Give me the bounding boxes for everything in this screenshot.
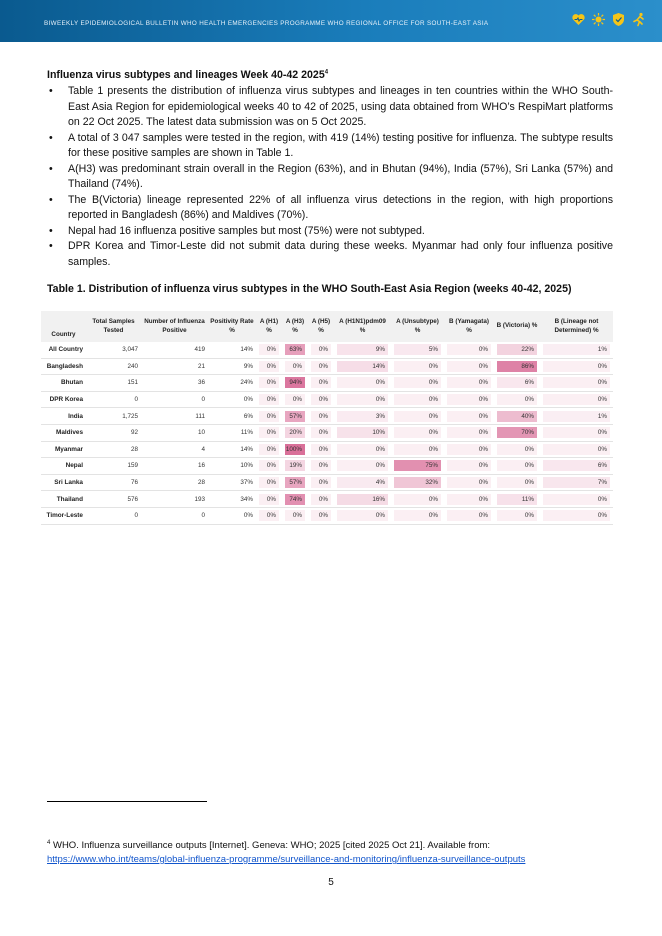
percent-value: 22% bbox=[497, 344, 537, 355]
percent-value: 0% bbox=[311, 494, 331, 505]
percent-value: 20% bbox=[285, 427, 305, 438]
table-cell: 6% bbox=[208, 408, 256, 425]
percent-value: 0% bbox=[447, 361, 491, 372]
footnote-divider bbox=[47, 801, 207, 802]
bullet-text: Nepal had 16 influenza positive samples but most (75%) were not subtyped. bbox=[68, 224, 425, 237]
running-person-icon bbox=[631, 12, 646, 27]
percent-cell bbox=[444, 358, 494, 375]
percent-cell bbox=[540, 358, 613, 375]
percent-cell bbox=[391, 458, 444, 475]
country-cell: Sri Lanka bbox=[41, 474, 86, 491]
influenza-subtype-table bbox=[41, 311, 613, 525]
percent-cell bbox=[256, 358, 282, 375]
percent-value: 0% bbox=[337, 460, 388, 471]
footnote bbox=[47, 836, 525, 867]
table-row bbox=[41, 358, 613, 375]
table-cell: 10 bbox=[141, 424, 208, 441]
table-row bbox=[41, 441, 613, 458]
percent-cell bbox=[256, 375, 282, 392]
country-cell: India bbox=[41, 408, 86, 425]
table-row bbox=[41, 342, 613, 358]
percent-cell bbox=[444, 391, 494, 408]
percent-value: 5% bbox=[394, 344, 441, 355]
percent-cell bbox=[256, 342, 282, 358]
percent-cell bbox=[282, 342, 308, 358]
percent-value: 0% bbox=[337, 444, 388, 455]
percent-value: 0% bbox=[337, 510, 388, 521]
percent-value: 0% bbox=[543, 494, 610, 505]
country-cell: All Country bbox=[41, 342, 86, 358]
percent-value: 0% bbox=[447, 344, 491, 355]
table-row bbox=[41, 474, 613, 491]
percent-cell bbox=[391, 424, 444, 441]
table-cell: 111 bbox=[141, 408, 208, 425]
percent-value: 0% bbox=[394, 377, 441, 388]
banner-title: BIWEEKLY EPIDEMIOLOGICAL BULLETIN WHO HEALTH EMERGENCIES PROGRAMME WHO REGIONAL OFFICE FOR SOUTH-EAST ASIA bbox=[44, 20, 489, 27]
percent-cell bbox=[282, 507, 308, 524]
percent-cell bbox=[494, 342, 540, 358]
percent-cell bbox=[334, 375, 391, 392]
percent-cell bbox=[494, 441, 540, 458]
percent-value: 0% bbox=[543, 394, 610, 405]
percent-cell bbox=[308, 441, 334, 458]
percent-cell bbox=[334, 474, 391, 491]
percent-cell bbox=[334, 441, 391, 458]
percent-value: 0% bbox=[497, 444, 537, 455]
column-header: B (Yamagata) % bbox=[444, 311, 494, 342]
percent-cell bbox=[391, 391, 444, 408]
percent-cell bbox=[256, 391, 282, 408]
percent-value: 9% bbox=[337, 344, 388, 355]
percent-value: 0% bbox=[259, 444, 279, 455]
bullet-item bbox=[47, 131, 613, 162]
percent-cell bbox=[391, 408, 444, 425]
country-cell: Thailand bbox=[41, 491, 86, 508]
percent-cell bbox=[282, 391, 308, 408]
percent-value: 0% bbox=[259, 394, 279, 405]
banner-icons bbox=[571, 12, 646, 27]
shield-icon bbox=[611, 12, 626, 27]
country-cell: Myanmar bbox=[41, 441, 86, 458]
percent-cell bbox=[334, 408, 391, 425]
percent-value: 0% bbox=[311, 460, 331, 471]
percent-value: 19% bbox=[285, 460, 305, 471]
table-cell: 419 bbox=[141, 342, 208, 358]
percent-value: 0% bbox=[285, 394, 305, 405]
percent-value: 0% bbox=[259, 510, 279, 521]
percent-cell bbox=[334, 507, 391, 524]
percent-cell bbox=[540, 408, 613, 425]
page-number: 5 bbox=[328, 877, 334, 888]
bullet-item bbox=[47, 193, 613, 224]
bullet-item bbox=[47, 239, 613, 270]
percent-cell bbox=[256, 424, 282, 441]
percent-value: 0% bbox=[497, 394, 537, 405]
percent-cell bbox=[444, 458, 494, 475]
percent-value: 0% bbox=[543, 427, 610, 438]
percent-value: 32% bbox=[394, 477, 441, 488]
percent-value: 0% bbox=[447, 477, 491, 488]
percent-cell bbox=[308, 358, 334, 375]
percent-value: 11% bbox=[497, 494, 537, 505]
bullet-icon: • bbox=[49, 240, 53, 252]
column-header: Country bbox=[41, 311, 86, 342]
table-cell: 37% bbox=[208, 474, 256, 491]
percent-cell bbox=[494, 391, 540, 408]
table-header-row bbox=[41, 311, 613, 342]
percent-value: 0% bbox=[285, 361, 305, 372]
table-title: Table 1. Distribution of influenza virus subtypes in the WHO South-East Asia Region (weeks 40-42, 2025) bbox=[47, 283, 572, 295]
percent-value: 0% bbox=[259, 377, 279, 388]
percent-cell bbox=[282, 491, 308, 508]
percent-cell bbox=[540, 391, 613, 408]
percent-value: 0% bbox=[447, 427, 491, 438]
table-cell: 34% bbox=[208, 491, 256, 508]
percent-cell bbox=[282, 474, 308, 491]
percent-cell bbox=[391, 358, 444, 375]
percent-cell bbox=[444, 375, 494, 392]
percent-cell bbox=[282, 424, 308, 441]
bullet-text: A total of 3 047 samples were tested in the region, with 419 (14%) testing positive for influenza. The subtype results for these positive samples are shown in Table 1. bbox=[68, 131, 613, 159]
footnote-number: 4 bbox=[47, 840, 51, 846]
percent-value: 40% bbox=[497, 411, 537, 422]
percent-value: 0% bbox=[543, 444, 610, 455]
percent-value: 0% bbox=[394, 361, 441, 372]
virus-icon bbox=[591, 12, 606, 27]
percent-cell bbox=[308, 375, 334, 392]
percent-value: 0% bbox=[394, 394, 441, 405]
table-cell: 576 bbox=[86, 491, 141, 508]
percent-value: 0% bbox=[543, 377, 610, 388]
percent-value: 57% bbox=[285, 477, 305, 488]
percent-cell bbox=[540, 342, 613, 358]
percent-value: 1% bbox=[543, 344, 610, 355]
percent-cell bbox=[494, 408, 540, 425]
percent-value: 0% bbox=[259, 427, 279, 438]
table-cell: 159 bbox=[86, 458, 141, 475]
table-row bbox=[41, 507, 613, 524]
percent-value: 0% bbox=[311, 427, 331, 438]
table-cell: 21 bbox=[141, 358, 208, 375]
percent-value: 0% bbox=[447, 394, 491, 405]
percent-cell bbox=[444, 507, 494, 524]
table-cell: 14% bbox=[208, 342, 256, 358]
percent-cell bbox=[391, 375, 444, 392]
percent-value: 0% bbox=[311, 344, 331, 355]
country-cell: DPR Korea bbox=[41, 391, 86, 408]
table-row bbox=[41, 375, 613, 392]
percent-value: 0% bbox=[497, 510, 537, 521]
percent-cell bbox=[334, 424, 391, 441]
heart-pulse-icon bbox=[571, 12, 586, 27]
footnote-link[interactable]: https://www.who.int/teams/global-influenza-programme/surveillance-and-monitoring/influenza-surveillance-outputs bbox=[47, 854, 526, 866]
percent-value: 14% bbox=[337, 361, 388, 372]
percent-value: 63% bbox=[285, 344, 305, 355]
table-cell: 14% bbox=[208, 441, 256, 458]
percent-value: 0% bbox=[311, 394, 331, 405]
percent-value: 0% bbox=[259, 477, 279, 488]
table-cell: 28 bbox=[86, 441, 141, 458]
percent-cell bbox=[334, 342, 391, 358]
column-header: B (Victoria) % bbox=[494, 311, 540, 342]
percent-value: 0% bbox=[394, 411, 441, 422]
percent-value: 94% bbox=[285, 377, 305, 388]
percent-cell bbox=[282, 458, 308, 475]
country-cell: Maldives bbox=[41, 424, 86, 441]
percent-value: 4% bbox=[337, 477, 388, 488]
percent-cell bbox=[444, 408, 494, 425]
percent-cell bbox=[391, 507, 444, 524]
bullet-text: Table 1 presents the distribution of influenza virus subtypes and lineages in ten countries within the WHO South-East Asia Region for epidemiological weeks 40 to 42 of 2025, using data obtained from WHO’s RespiMart platforms on 22 Oct 2025. The latest data submission was on 5 Oct 2025. bbox=[68, 85, 613, 128]
percent-value: 0% bbox=[311, 411, 331, 422]
table-cell: 240 bbox=[86, 358, 141, 375]
percent-value: 0% bbox=[337, 394, 388, 405]
percent-value: 70% bbox=[497, 427, 537, 438]
table-cell: 76 bbox=[86, 474, 141, 491]
percent-cell bbox=[256, 408, 282, 425]
percent-value: 0% bbox=[394, 494, 441, 505]
percent-value: 6% bbox=[543, 460, 610, 471]
percent-value: 0% bbox=[259, 411, 279, 422]
bullet-icon: • bbox=[49, 162, 53, 175]
table-cell: 193 bbox=[141, 491, 208, 508]
percent-value: 100% bbox=[285, 444, 305, 455]
bullet-text: A(H3) was predominant strain overall in the Region (63%), and in Bhutan (94%), India (57%), Sri Lanka (57%) and Thailand (74%). bbox=[68, 162, 613, 190]
percent-cell bbox=[334, 358, 391, 375]
percent-cell bbox=[494, 375, 540, 392]
percent-cell bbox=[540, 424, 613, 441]
percent-cell bbox=[494, 424, 540, 441]
percent-cell bbox=[256, 507, 282, 524]
percent-cell bbox=[540, 474, 613, 491]
column-header: A (H1N1)pdm09 % bbox=[334, 311, 391, 342]
bullet-icon: • bbox=[49, 85, 53, 97]
percent-cell bbox=[256, 474, 282, 491]
percent-value: 0% bbox=[394, 444, 441, 455]
percent-cell bbox=[308, 458, 334, 475]
country-cell: Bangladesh bbox=[41, 358, 86, 375]
percent-cell bbox=[540, 458, 613, 475]
table-row bbox=[41, 391, 613, 408]
column-header: Total Samples Tested bbox=[86, 311, 141, 342]
table-cell: 36 bbox=[141, 375, 208, 392]
table-cell: 4 bbox=[141, 441, 208, 458]
percent-cell bbox=[256, 491, 282, 508]
percent-cell bbox=[256, 441, 282, 458]
percent-cell bbox=[256, 458, 282, 475]
table-cell: 28 bbox=[141, 474, 208, 491]
percent-value: 7% bbox=[543, 477, 610, 488]
percent-value: 0% bbox=[311, 444, 331, 455]
percent-value: 0% bbox=[394, 427, 441, 438]
column-header: A (Unsubtype) % bbox=[391, 311, 444, 342]
table-row bbox=[41, 424, 613, 441]
percent-value: 0% bbox=[447, 411, 491, 422]
percent-cell bbox=[444, 474, 494, 491]
percent-value: 0% bbox=[447, 460, 491, 471]
percent-value: 0% bbox=[337, 377, 388, 388]
percent-cell bbox=[444, 424, 494, 441]
header-banner bbox=[0, 0, 662, 42]
bullet-item bbox=[47, 84, 613, 131]
column-header: A (H1) % bbox=[256, 311, 282, 342]
table-row bbox=[41, 458, 613, 475]
percent-value: 3% bbox=[337, 411, 388, 422]
percent-value: 0% bbox=[447, 377, 491, 388]
percent-cell bbox=[282, 375, 308, 392]
table-cell: 11% bbox=[208, 424, 256, 441]
percent-cell bbox=[282, 358, 308, 375]
footnote-text: WHO. Influenza surveillance outputs [Internet]. Geneva: WHO; 2025 [cited 2025 Oct 21]. Available from: bbox=[50, 840, 491, 852]
table-cell: 92 bbox=[86, 424, 141, 441]
percent-cell bbox=[391, 491, 444, 508]
bullet-icon: • bbox=[49, 131, 53, 144]
table-cell: 0% bbox=[208, 391, 256, 408]
table-row bbox=[41, 408, 613, 425]
bullet-icon: • bbox=[49, 193, 53, 206]
percent-cell bbox=[494, 458, 540, 475]
percent-value: 0% bbox=[259, 344, 279, 355]
table-cell: 3,047 bbox=[86, 342, 141, 358]
percent-value: 0% bbox=[394, 510, 441, 521]
bullet-item bbox=[47, 162, 613, 193]
section-title-text: Influenza virus subtypes and lineages Week 40-42 2025 bbox=[47, 69, 325, 81]
percent-cell bbox=[334, 491, 391, 508]
table-cell: 9% bbox=[208, 358, 256, 375]
percent-value: 0% bbox=[311, 377, 331, 388]
table-cell: 151 bbox=[86, 375, 141, 392]
percent-value: 0% bbox=[311, 361, 331, 372]
percent-cell bbox=[308, 507, 334, 524]
percent-cell bbox=[308, 391, 334, 408]
percent-value: 0% bbox=[311, 510, 331, 521]
column-header: A (H5) % bbox=[308, 311, 334, 342]
percent-value: 86% bbox=[497, 361, 537, 372]
table-cell: 1,725 bbox=[86, 408, 141, 425]
percent-cell bbox=[308, 424, 334, 441]
table-cell: 0 bbox=[141, 391, 208, 408]
column-header: Positivity Rate % bbox=[208, 311, 256, 342]
percent-cell bbox=[334, 391, 391, 408]
bullet-list bbox=[47, 84, 613, 270]
percent-cell bbox=[391, 474, 444, 491]
percent-value: 57% bbox=[285, 411, 305, 422]
percent-value: 75% bbox=[394, 460, 441, 471]
table-body bbox=[41, 342, 613, 524]
percent-value: 6% bbox=[497, 377, 537, 388]
percent-cell bbox=[494, 507, 540, 524]
percent-cell bbox=[282, 408, 308, 425]
country-cell: Nepal bbox=[41, 458, 86, 475]
percent-value: 1% bbox=[543, 411, 610, 422]
percent-value: 0% bbox=[311, 477, 331, 488]
percent-cell bbox=[308, 474, 334, 491]
column-header: B (Lineage not Determined) % bbox=[540, 311, 613, 342]
percent-cell bbox=[540, 507, 613, 524]
percent-value: 0% bbox=[447, 510, 491, 521]
table-cell: 16 bbox=[141, 458, 208, 475]
percent-value: 0% bbox=[497, 460, 537, 471]
bullet-text: DPR Korea and Timor-Leste did not submit data during these weeks. Myanmar had only four influenza positive samples. bbox=[68, 240, 613, 268]
country-cell: Timor-Leste bbox=[41, 507, 86, 524]
percent-value: 0% bbox=[447, 494, 491, 505]
percent-cell bbox=[540, 491, 613, 508]
table-cell: 24% bbox=[208, 375, 256, 392]
column-header: A (H3) % bbox=[282, 311, 308, 342]
table-cell: 10% bbox=[208, 458, 256, 475]
table-cell: 0% bbox=[208, 507, 256, 524]
country-cell: Bhutan bbox=[41, 375, 86, 392]
table-cell: 0 bbox=[86, 391, 141, 408]
table-row bbox=[41, 491, 613, 508]
column-header: Number of Influenza Positive bbox=[141, 311, 208, 342]
percent-value: 0% bbox=[259, 494, 279, 505]
section-title bbox=[47, 69, 328, 81]
percent-cell bbox=[391, 441, 444, 458]
bullet-item bbox=[47, 224, 613, 240]
table-cell: 0 bbox=[86, 507, 141, 524]
percent-value: 0% bbox=[259, 361, 279, 372]
percent-value: 16% bbox=[337, 494, 388, 505]
percent-value: 0% bbox=[447, 444, 491, 455]
percent-cell bbox=[308, 342, 334, 358]
percent-value: 0% bbox=[259, 460, 279, 471]
percent-cell bbox=[494, 358, 540, 375]
percent-cell bbox=[444, 342, 494, 358]
percent-cell bbox=[494, 474, 540, 491]
percent-cell bbox=[334, 458, 391, 475]
percent-cell bbox=[282, 441, 308, 458]
percent-value: 0% bbox=[285, 510, 305, 521]
table-cell: 0 bbox=[141, 507, 208, 524]
footnote-reference[interactable]: 4 bbox=[324, 69, 329, 76]
percent-value: 0% bbox=[543, 510, 610, 521]
percent-value: 0% bbox=[543, 361, 610, 372]
percent-value: 10% bbox=[337, 427, 388, 438]
percent-cell bbox=[540, 441, 613, 458]
percent-cell bbox=[444, 491, 494, 508]
bullet-text: The B(Victoria) lineage represented 22% of all influenza virus detections in the region, with high proportions reported in Bangladesh (86%) and Maldives (70%). bbox=[68, 193, 613, 221]
percent-cell bbox=[308, 491, 334, 508]
percent-cell bbox=[494, 491, 540, 508]
percent-cell bbox=[444, 441, 494, 458]
percent-cell bbox=[391, 342, 444, 358]
bullet-icon: • bbox=[49, 224, 53, 237]
percent-value: 0% bbox=[497, 477, 537, 488]
percent-cell bbox=[540, 375, 613, 392]
percent-value: 74% bbox=[285, 494, 305, 505]
percent-cell bbox=[308, 408, 334, 425]
